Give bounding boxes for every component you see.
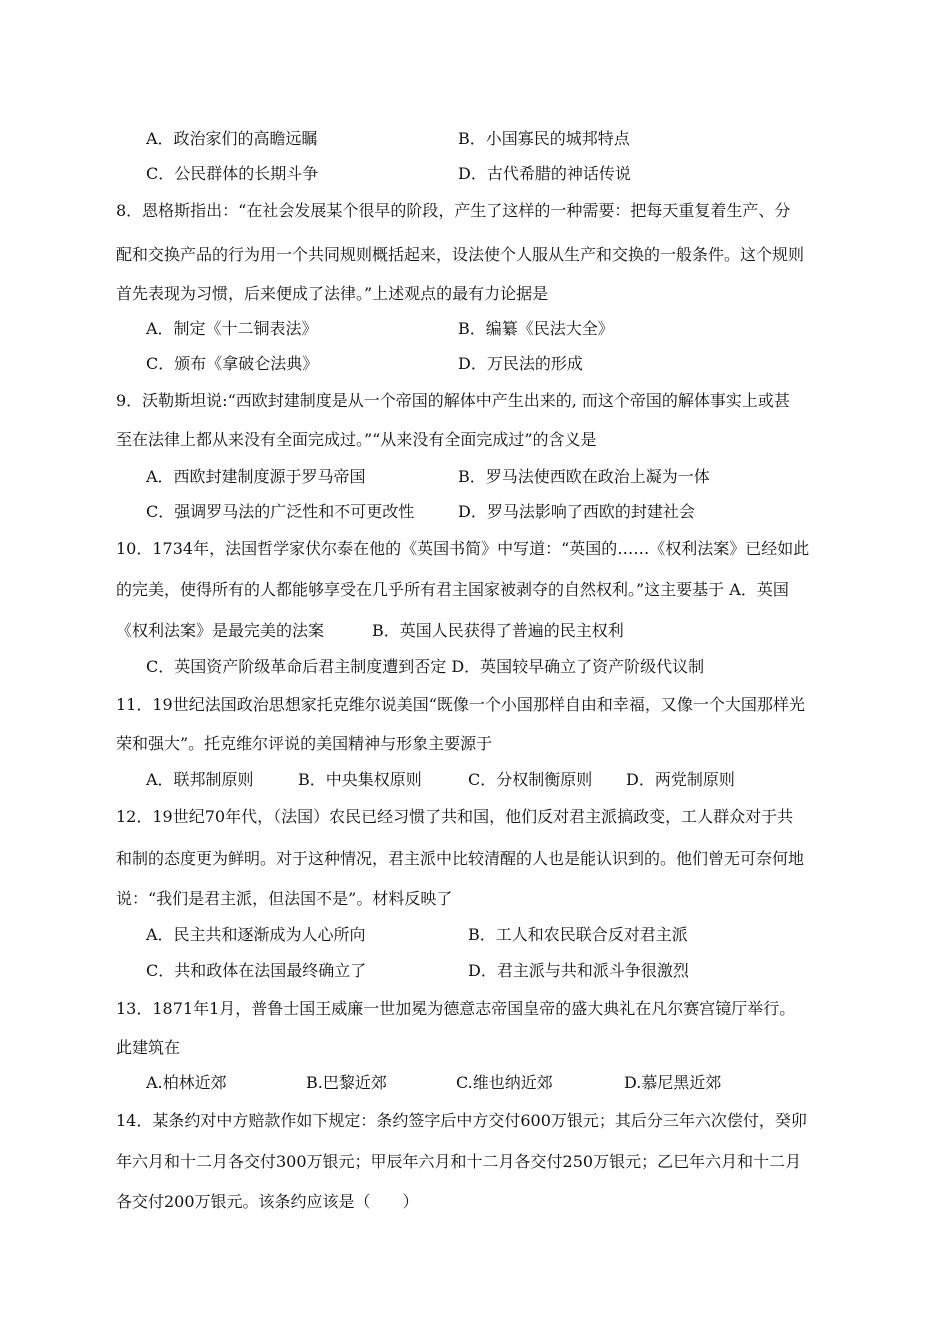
- q13-stem-line-1: 13．1871年1月，普鲁士国王威廉一世加冕为德意志帝国皇帝的盛大典礼在凡尔赛宫镜厅举行。: [116, 999, 796, 1018]
- q11-stem-line-1: 11．19世纪法国政治思想家托克维尔说美国“既像一个小国那样自由和幸福，又像一个大国那样光: [116, 695, 805, 714]
- q14-stem-line-1: 14．某条约对中方赔款作如下规定：条约签字后中方交付600万银元；其后分三年六次偿付，癸卯: [116, 1111, 807, 1130]
- q9-option-b: B．罗马法使西欧在政治上凝为一体: [458, 467, 710, 486]
- q14-stem-line-2: 年六月和十二月各交付300万银元；甲辰年六月和十二月各交付250万银元；乙巳年六月和十二月: [116, 1152, 802, 1171]
- q14-stem-line-3: 各交付200万银元。该条约应该是（ ）: [116, 1192, 419, 1211]
- q11-stem-line-2: 荣和强大”。托克维尔评说的美国精神与形象主要源于: [116, 734, 493, 753]
- q8-stem-line-1: 8．恩格斯指出：“在社会发展某个很早的阶段，产生了这样的一种需要：把每天重复着生产、分: [116, 201, 791, 220]
- q8-option-a: A．制定《十二铜表法》: [146, 319, 318, 338]
- q11-option-a: A．联邦制原则: [146, 770, 254, 789]
- q13-option-a: A.柏林近郊: [146, 1073, 227, 1092]
- q8-stem-line-2: 配和交换产品的行为用一个共同规则概括起来，设法使个人服从生产和交换的一般条件。这个规则: [116, 245, 805, 264]
- q9-option-d: D．罗马法影响了西欧的封建社会: [458, 502, 695, 521]
- q10-stem-line-2: 的完美，使得所有的人都能够享受在几乎所有君主国家被剥夺的自然权利。”这主要基于 A．英国: [116, 580, 789, 599]
- q7-option-d: D．古代希腊的神话传说: [458, 164, 631, 183]
- q7-option-a: A．政治家们的高瞻远瞩: [146, 129, 318, 148]
- q9-option-c: C．强调罗马法的广泛性和不可更改性: [146, 502, 415, 521]
- q10-stem-line-4: C．英国资产阶级革命后君主制度遭到否定 D．英国较早确立了资产阶级代议制: [146, 657, 705, 676]
- q8-option-b: B．编纂《民法大全》: [458, 319, 614, 338]
- q11-option-c: C．分权制衡原则: [468, 770, 593, 789]
- q12-stem-line-1: 12．19世纪70年代，（法国）农民已经习惯了共和国，他们反对君主派搞政变，工人群众对于共: [116, 807, 794, 826]
- q9-stem-line-1: 9．沃勒斯坦说:“西欧封建制度是从一个帝国的解体中产生出来的, 而这个帝国的解体事实上或甚: [116, 391, 790, 410]
- q11-option-d: D．两党制原则: [626, 770, 735, 789]
- q13-option-b: B.巴黎近郊: [306, 1073, 387, 1092]
- q12-stem-line-3: 说：“我们是君主派，但法国不是”。材料反映了: [116, 889, 453, 908]
- q12-option-d: D．君主派与共和派斗争很激烈: [468, 961, 689, 980]
- q11-option-b: B．中央集权原则: [298, 770, 422, 789]
- q13-option-d: D.慕尼黑近郊: [624, 1073, 722, 1092]
- q12-option-c: C．共和政体在法国最终确立了: [146, 961, 367, 980]
- q7-option-b: B．小国寡民的城邦特点: [458, 129, 630, 148]
- q12-option-a: A．民主共和逐渐成为人心所向: [146, 925, 366, 944]
- q8-stem-line-3: 首先表现为习惯，后来便成了法律。”上述观点的最有力论据是: [116, 284, 549, 303]
- q7-option-c: C．公民群体的长期斗争: [146, 164, 319, 183]
- q8-option-d: D．万民法的形成: [458, 354, 583, 373]
- q13-stem-line-2: 此建筑在: [116, 1038, 181, 1057]
- q12-stem-line-2: 和制的态度更为鲜明。对于这种情况，君主派中比较清醒的人也是能认识到的。他们曾无可奈何地: [116, 849, 805, 868]
- q13-option-c: C.维也纳近郊: [456, 1073, 553, 1092]
- q12-option-b: B．工人和农民联合反对君主派: [468, 925, 688, 944]
- q8-option-c: C．颁布《拿破仑法典》: [146, 354, 319, 373]
- q9-option-a: A．西欧封建制度源于罗马帝国: [146, 467, 366, 486]
- q10-stem-line-3b: B．英国人民获得了普遍的民主权利: [372, 621, 624, 640]
- q10-stem-line-3a: 《权利法案》是最完美的法案: [116, 621, 325, 640]
- q9-stem-line-2: 至在法律上都从来没有全面完成过。”“从来没有全面完成过”的含义是: [116, 430, 597, 449]
- q10-stem-line-1: 10．1734年，法国哲学家伏尔泰在他的《英国书简》中写道：“英国的……《权利法案》已经如此: [116, 539, 810, 558]
